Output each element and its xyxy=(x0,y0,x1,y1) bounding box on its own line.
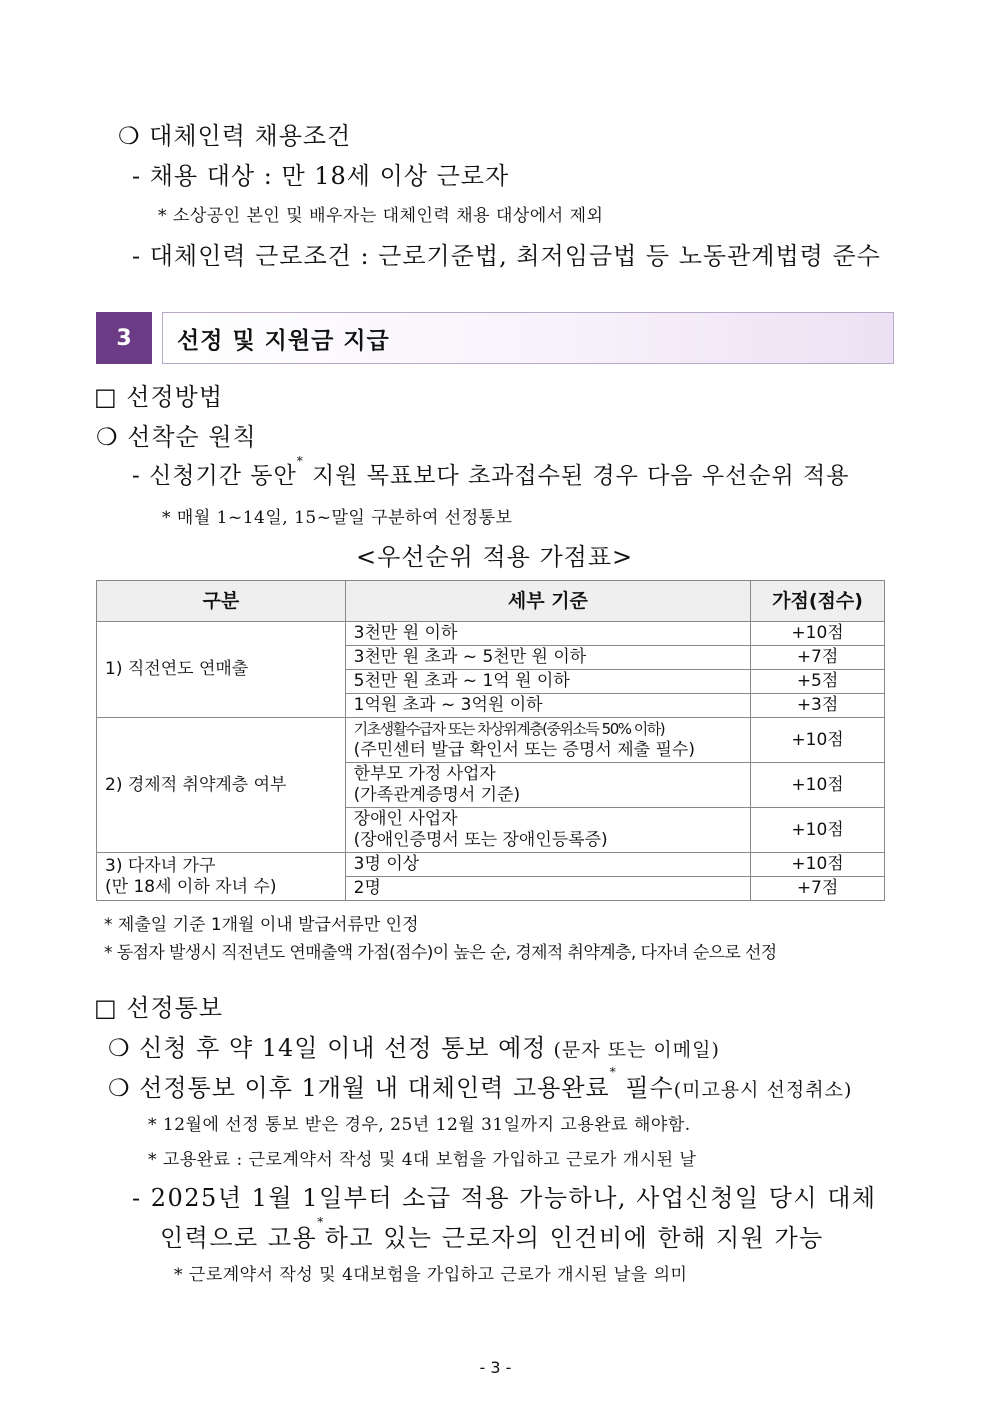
points-cell: +7점 xyxy=(751,877,885,901)
header-points: 가점(점수) xyxy=(751,581,885,622)
criteria-cell xyxy=(345,808,750,853)
notice-item-1-main: ❍ 신청 후 약 14일 이내 선정 통보 예정 xyxy=(108,1034,547,1062)
selection-period-b: 지원 목표보다 초과접수된 경우 다음 우선순위 적용 xyxy=(303,463,850,489)
selection-method: □ 선정방법 xyxy=(94,383,224,411)
section-number: 3 xyxy=(96,312,152,364)
hire-target-note: * 소상공인 본인 및 배우자는 대체인력 채용 대상에서 제외 xyxy=(158,206,604,226)
notice-item-2-b: 필수 xyxy=(616,1074,674,1102)
criteria-cell: 3천만 원 초과 ~ 5천만 원 이하 xyxy=(345,646,750,670)
selection-period-note: * 매월 1~14일, 15~말일 구분하여 선정통보 xyxy=(162,508,513,528)
points-cell: +10점 xyxy=(751,718,885,763)
header-criteria: 세부 기준 xyxy=(345,581,750,622)
criteria-cell xyxy=(345,718,750,763)
group-sales-label: 1) 직전연도 연매출 xyxy=(97,622,346,718)
criteria-cell: 1억원 초과 ~ 3억원 이하 xyxy=(345,694,750,718)
criteria-sub: (장애인증명서 또는 장애인등록증) xyxy=(353,830,608,850)
table-header-row xyxy=(97,581,885,622)
points-cell: +10점 xyxy=(751,808,885,853)
criteria-cell: 5천만 원 초과 ~ 1억 원 이하 xyxy=(345,670,750,694)
period-footnote-mark: * xyxy=(296,454,304,468)
notice-heading: □ 선정통보 xyxy=(94,994,224,1022)
table-title: <우선순위 적용 가점표> xyxy=(356,543,634,571)
hire-conditions: - 대체인력 근로조건 : 근로기준법, 최저임금법 등 노동관계법령 준수 xyxy=(132,242,881,270)
points-cell: +10점 xyxy=(751,763,885,808)
points-cell: +7점 xyxy=(751,646,885,670)
table-row xyxy=(97,718,885,763)
points-cell: +10점 xyxy=(751,622,885,646)
selection-period-a: - 신청기간 동안 xyxy=(132,463,297,489)
table-note-2: * 동점자 발생시 직전년도 연매출액 가점(점수)이 높은 순, 경제적 취약계층, 다자녀 순으로 선정 xyxy=(104,943,777,963)
header-category: 구분 xyxy=(97,581,346,622)
retro-footnote-mark: * xyxy=(317,1215,325,1229)
table-note-1: * 제출일 기준 1개월 이내 발급서류만 인정 xyxy=(104,915,419,935)
points-cell: +10점 xyxy=(751,853,885,877)
notice-note-2: * 고용완료 : 근로계약서 작성 및 4대 보험을 가입하고 근로가 개시된 날 xyxy=(148,1150,697,1170)
criteria-sub: (주민센터 발급 확인서 또는 증명서 제출 필수) xyxy=(353,740,695,760)
priority-table xyxy=(96,580,885,901)
retro-line-1: - 2025년 1월 1일부터 소급 적용 가능하나, 사업신청일 당시 대체 xyxy=(132,1184,877,1212)
retro-note: * 근로계약서 작성 및 4대보험을 가입하고 근로가 개시된 날을 의미 xyxy=(174,1265,688,1285)
retro-line-2-a: 인력으로 고용 xyxy=(160,1224,318,1252)
group-vulnerable-label: 2) 경제적 취약계층 여부 xyxy=(97,718,346,853)
notice-item-2 xyxy=(108,1065,853,1103)
table-row xyxy=(97,622,885,646)
section-title: 선정 및 지원금 지급 xyxy=(177,327,390,354)
criteria-cell: 2명 xyxy=(345,877,750,901)
criteria-sub: (가족관계증명서 기준) xyxy=(353,785,521,805)
selection-period xyxy=(132,454,850,490)
notice-item-2-a: ❍ 선정통보 이후 1개월 내 대체인력 고용완료 xyxy=(108,1074,610,1102)
criteria-main: 한부모 가정 사업자 xyxy=(353,764,496,784)
notice-note-1: * 12월에 선정 통보 받은 경우, 25년 12월 31일까지 고용완료 해야함. xyxy=(148,1115,691,1135)
criteria-main: 장애인 사업자 xyxy=(353,809,458,829)
group-children-sub: (만 18세 이하 자녀 수) xyxy=(105,876,277,897)
criteria-main: 기초생활수급자 또는 차상위계층(중위소득 50% 이하) xyxy=(353,720,665,738)
criteria-cell xyxy=(345,763,750,808)
hire-target: - 채용 대상 : 만 18세 이상 근로자 xyxy=(132,162,510,190)
group-children-label xyxy=(97,853,346,901)
notice-item-2-small: (미고용시 선정취소) xyxy=(673,1079,853,1101)
retro-line-2-b: 하고 있는 근로자의 인건비에 한해 지원 가능 xyxy=(324,1224,824,1252)
notice-item-1-small: (문자 또는 이메일) xyxy=(546,1039,720,1061)
notice-item-1 xyxy=(108,1028,720,1063)
page-number: - 3 - xyxy=(479,1358,512,1377)
criteria-cell: 3명 이상 xyxy=(345,853,750,877)
criteria-cell: 3천만 원 이하 xyxy=(345,622,750,646)
points-cell: +3점 xyxy=(751,694,885,718)
points-cell: +5점 xyxy=(751,670,885,694)
hire-heading: ❍ 대체인력 채용조건 xyxy=(118,122,352,150)
selection-principle: ❍ 선착순 원칙 xyxy=(96,423,257,451)
group-children-title: 3) 다자녀 가구 xyxy=(105,855,216,876)
retro-line-2 xyxy=(160,1215,824,1253)
section-title-box xyxy=(162,312,894,364)
hire-footnote-mark: * xyxy=(609,1065,617,1079)
table-row xyxy=(97,853,885,877)
